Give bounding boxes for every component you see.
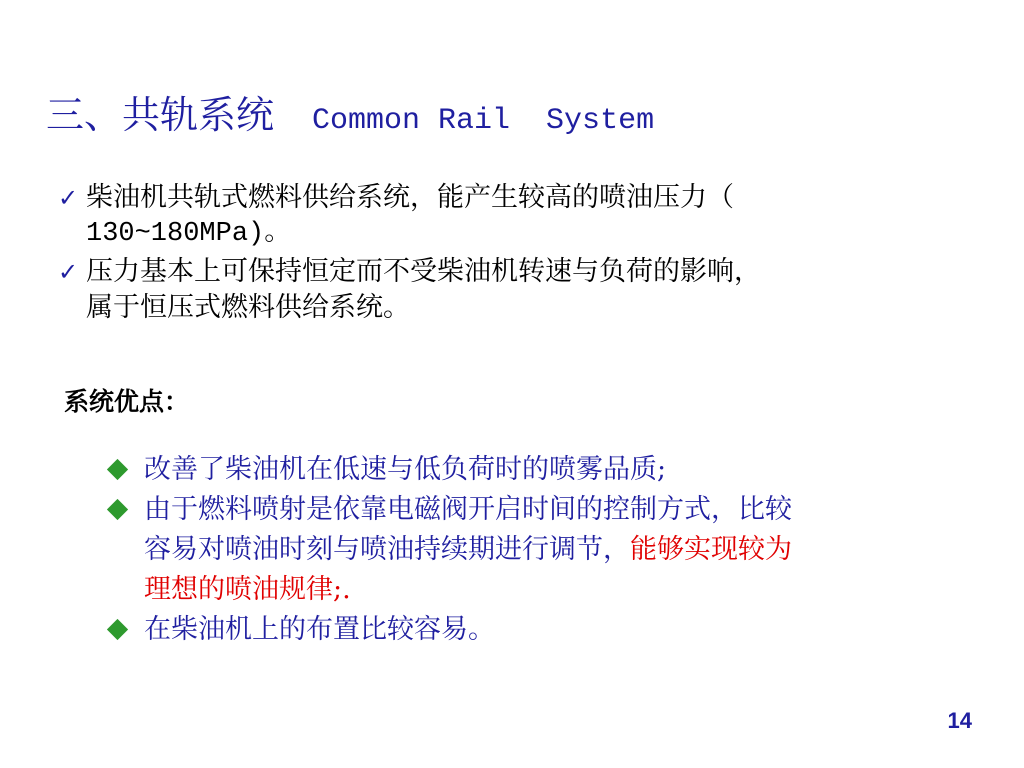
check-item-line: 柴油机共轨式燃料供给系统，能产生较高的喷油压力（ xyxy=(86,182,734,213)
check-item-line: 130~180MPa)。 xyxy=(86,219,292,249)
advantage-text: 改善了柴油机在低速与低负荷时的喷雾品质; xyxy=(144,454,667,485)
check-list xyxy=(58,180,958,328)
check-item-line: 属于恒压式燃料供给系统。 xyxy=(86,292,410,323)
checkmark-icon: ✓ xyxy=(58,258,79,286)
advantage-line xyxy=(144,530,988,570)
check-item xyxy=(58,254,958,326)
slide-title xyxy=(46,84,654,139)
advantage-item xyxy=(108,610,988,650)
advantages-list xyxy=(108,450,988,650)
advantage-text-normal: 容易对喷油时刻与喷油持续期进行调节， xyxy=(144,534,630,565)
advantage-text-highlight: 理想的喷油规律;. xyxy=(144,574,351,605)
title-english: Common Rail System xyxy=(312,104,655,138)
check-item-line: 压力基本上可保持恒定而不受柴油机转速与负荷的影响， xyxy=(86,256,761,287)
check-item xyxy=(58,180,958,252)
advantage-text-highlight: 能够实现较为 xyxy=(630,534,792,565)
diamond-bullet-icon xyxy=(107,619,128,640)
advantage-text: 在柴油机上的布置比较容易。 xyxy=(144,614,495,645)
page-number: 14 xyxy=(947,708,972,733)
diamond-bullet-icon xyxy=(107,459,128,480)
advantages-heading: 系统优点： xyxy=(64,387,190,416)
advantage-line: 由于燃料喷射是依靠电磁阀开启时间的控制方式，比较 xyxy=(144,494,792,525)
checkmark-icon: ✓ xyxy=(58,184,79,212)
advantage-item xyxy=(108,490,988,610)
title-chinese: 三、共轨系统 xyxy=(46,93,275,137)
diamond-bullet-icon xyxy=(107,499,128,520)
advantage-item xyxy=(108,450,988,490)
